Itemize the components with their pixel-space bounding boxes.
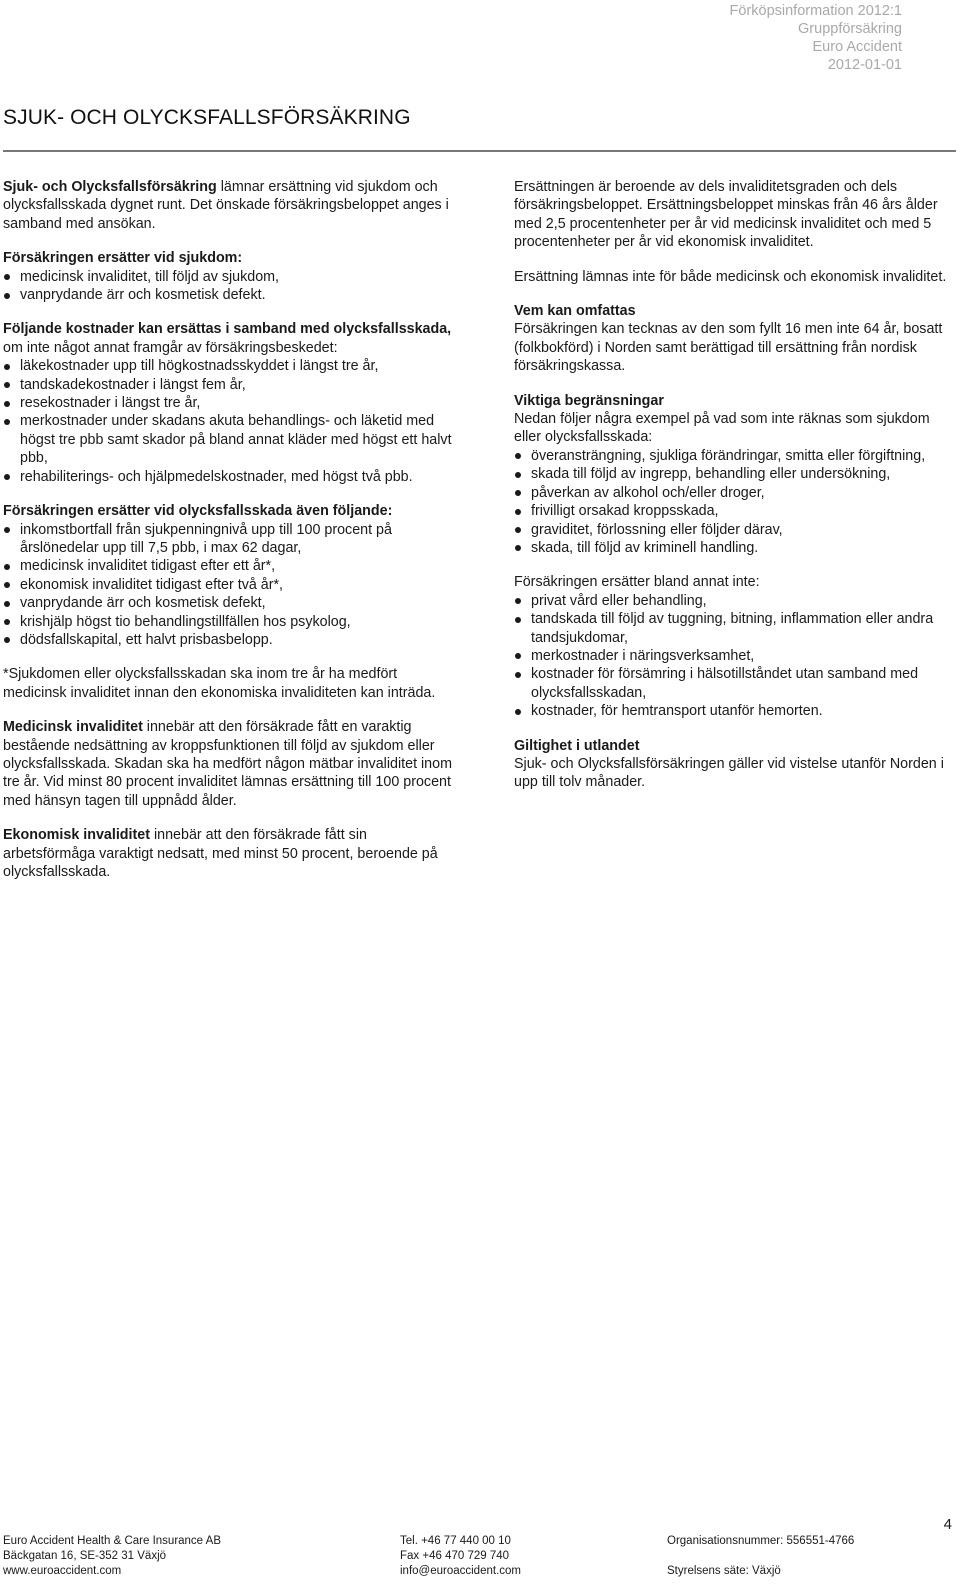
header-company: Euro Accident bbox=[812, 39, 902, 55]
footer-org-number: Organisationsnummer: 556551-4766 bbox=[667, 1535, 855, 1547]
footer-company: Euro Accident Health & Care Insurance AB bbox=[3, 1535, 221, 1547]
list-item: dödsfallskapital, ett halvt prisbasbelopp. bbox=[3, 631, 453, 649]
footer-registration-block bbox=[667, 1534, 854, 1579]
footer-contact-block bbox=[400, 1534, 521, 1579]
footer-email[interactable]: info@euroaccident.com bbox=[400, 1565, 521, 1577]
costs-paragraph bbox=[3, 320, 453, 357]
title-divider bbox=[3, 150, 956, 152]
list-item: krishjälp högst tio behandlingstillfällen hos psykolog, bbox=[3, 613, 453, 631]
list-item: ekonomisk invaliditet tidigast efter två år*, bbox=[3, 576, 453, 594]
intro-bold: Sjuk- och Olycksfallsförsäkring bbox=[3, 179, 217, 195]
who-heading: Vem kan omfattas bbox=[514, 303, 636, 320]
list-item: privat vård eller behandling, bbox=[514, 592, 954, 610]
header-date: 2012-01-01 bbox=[827, 57, 902, 73]
page-number: 4 bbox=[943, 1516, 952, 1533]
accident-heading: Försäkringen ersätter vid olycksfallsskada även följande: bbox=[3, 503, 393, 520]
accident-list bbox=[3, 521, 453, 650]
limits-list bbox=[514, 447, 954, 557]
document-header bbox=[730, 2, 903, 74]
medical-invalidity-paragraph bbox=[3, 718, 453, 810]
list-item: kostnader, för hemtransport utanför hemorten. bbox=[514, 702, 954, 720]
validity-section bbox=[514, 737, 954, 792]
footer-website[interactable]: www.euroaccident.com bbox=[3, 1565, 122, 1577]
list-item: merkostnader i näringsverksamhet, bbox=[514, 647, 954, 665]
medical-text: innebär att den försäkrade fått en varaktig bestående nedsättning av kroppsfunktionen till följd av sjukdom eller olycksfallsskada. Skadan ska ha medfört någon mätbar invaliditet inom tre år. Vid minst 80 procent invaliditet lämnas ersättning till 100 procent med hänsyn tagen till uppnådd ålder. bbox=[3, 719, 452, 809]
economic-invalidity-paragraph bbox=[3, 826, 453, 881]
limits-heading: Viktiga begränsningar bbox=[514, 392, 664, 409]
intro-paragraph bbox=[3, 178, 453, 233]
list-item: kostnader för försämring i hälsotillståndet utan samband med olycksfallsskadan, bbox=[514, 665, 954, 702]
list-item: tandskada till följd av tuggning, bitning, inflammation eller andra tandsjukdomar, bbox=[514, 610, 954, 647]
footer-address: Bäckgatan 16, SE-352 31 Växjö bbox=[3, 1550, 167, 1562]
list-item: resekostnader i längst tre år, bbox=[3, 394, 453, 412]
exclusions-text: Försäkringen ersätter bland annat inte: bbox=[514, 574, 760, 591]
list-item: medicinsk invaliditet tidigast efter ett år*, bbox=[3, 557, 453, 575]
footer-spacer bbox=[667, 1549, 854, 1564]
header-doc-type: Förköpsinformation 2012:1 bbox=[729, 3, 902, 19]
validity-text: Sjuk- och Olycksfallsförsäkringen gäller vid vistelse utanför Norden i upp till tolv månader. bbox=[514, 755, 944, 791]
compensation-paragraph: Ersättningen är beroende av dels invaliditetsgraden och dels försäkringsbeloppet. Ersättningsbeloppet minskas från 46 års ålder med 2,5 procentenheter per år vid medicinsk invaliditet och med 5 procentenheter per år vid ekonomisk invaliditet. bbox=[514, 179, 938, 251]
footer-board-seat: Styrelsens säte: Växjö bbox=[667, 1565, 781, 1577]
limits-section bbox=[514, 392, 954, 447]
medical-bold: Medicinsk invaliditet bbox=[3, 719, 143, 736]
sickness-heading: Försäkringen ersätter vid sjukdom: bbox=[3, 250, 243, 267]
footer-company-block bbox=[3, 1534, 221, 1579]
economic-text: innebär att den försäkrade fått sin arbetsförmåga varaktigt nedsatt, med minst 50 procent, beroende på olycksfallsskada. bbox=[3, 827, 438, 880]
costs-text: om inte något annat framgår av försäkringsbeskedet: bbox=[3, 339, 338, 356]
validity-heading: Giltighet i utlandet bbox=[514, 737, 640, 754]
list-item: överansträngning, sjukliga förändringar, smitta eller förgiftning, bbox=[514, 447, 954, 465]
list-item: medicinsk invaliditet, till följd av sjukdom, bbox=[3, 268, 453, 286]
who-text: Försäkringen kan tecknas av den som fyllt 16 men inte 64 år, bosatt (folkbokförd) i Norden samt berättigad till ersättning från nordisk försäkringskassa. bbox=[514, 321, 943, 375]
list-item: graviditet, förlossning eller följder därav, bbox=[514, 521, 954, 539]
list-item: påverkan av alkohol och/eller droger, bbox=[514, 484, 954, 502]
sickness-list bbox=[3, 268, 453, 305]
compensation-note: Ersättning lämnas inte för både medicinsk och ekonomisk invaliditet. bbox=[514, 268, 947, 285]
left-column bbox=[3, 178, 453, 897]
list-item: rehabiliterings- och hjälpmedelskostnader, med högst två pbb. bbox=[3, 468, 453, 486]
list-item: merkostnader under skadans akuta behandlings- och läketid med högst tre pbb samt skador på bland annat kläder med högst ett halvt pbb, bbox=[3, 412, 453, 467]
footer-phone: Tel. +46 77 440 00 10 bbox=[400, 1535, 511, 1547]
costs-bold: Följande kostnader kan ersättas i samband med olycksfallsskada, bbox=[3, 321, 452, 338]
list-item: läkekostnader upp till högkostnadsskyddet i längst tre år, bbox=[3, 357, 453, 375]
who-section bbox=[514, 302, 954, 376]
list-item: tandskadekostnader i längst fem år, bbox=[3, 376, 453, 394]
costs-list bbox=[3, 357, 453, 486]
exclusions-list bbox=[514, 592, 954, 721]
list-item: skada till följd av ingrepp, behandling eller undersökning, bbox=[514, 465, 954, 483]
page-title: SJUK- OCH OLYCKSFALLSFÖRSÄKRING bbox=[3, 106, 411, 129]
list-item: vanprydande ärr och kosmetisk defekt. bbox=[3, 286, 453, 304]
limits-text: Nedan följer några exempel på vad som inte räknas som sjukdom eller olycksfallsskada: bbox=[514, 411, 930, 446]
list-item: vanprydande ärr och kosmetisk defekt, bbox=[3, 594, 453, 612]
list-item: frivilligt orsakad kroppsskada, bbox=[514, 502, 954, 520]
footer-fax: Fax +46 470 729 740 bbox=[400, 1550, 510, 1562]
right-column bbox=[514, 178, 954, 808]
intro-text: lämnar ersättning vid sjukdom och olycksfallsskada dygnet runt. Det önskade försäkringsbeloppet anges i samband med ansökan. bbox=[3, 179, 449, 232]
header-product: Gruppförsäkring bbox=[798, 21, 902, 37]
list-item: inkomstbortfall från sjukpenningnivå upp till 100 procent på årslönedelar upp till 7,5 pbb, i max 62 dagar, bbox=[3, 521, 453, 558]
list-item: skada, till följd av kriminell handling. bbox=[514, 539, 954, 557]
economic-bold: Ekonomisk invaliditet bbox=[3, 827, 150, 844]
footnote: *Sjukdomen eller olycksfallsskadan ska inom tre år ha medfört medicinsk invaliditet innan den ekonomiska invaliditeten kan inträda. bbox=[3, 666, 436, 701]
